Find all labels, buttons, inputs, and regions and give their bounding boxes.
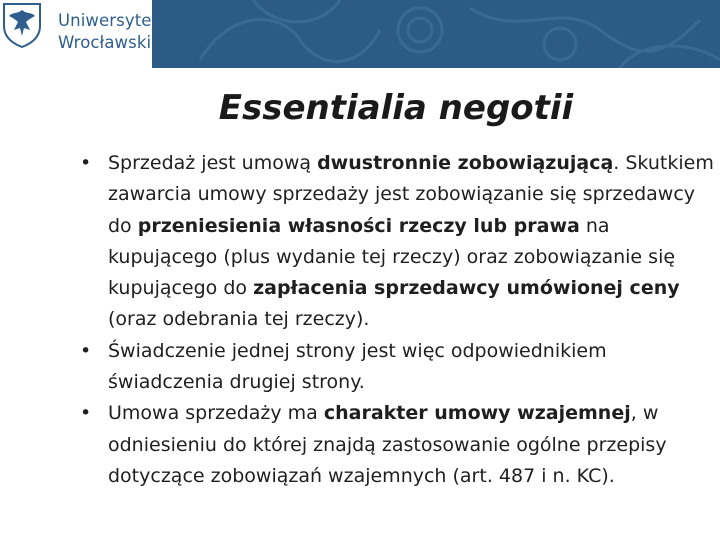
bold-text-run: dwustronnie zobowiązującą: [317, 152, 614, 174]
bullet-dot-icon: •: [80, 152, 92, 174]
university-logo[interactable]: [0, 0, 159, 68]
text-run: Umowa sprzedaży ma: [108, 402, 324, 425]
bold-text-run: przeniesienia własności rzeczy lub prawa: [137, 214, 580, 237]
slide-title: Essentialia negotii: [218, 88, 574, 128]
bullet-item: [80, 336, 720, 399]
bullet-list: [80, 148, 720, 492]
bullet-dot-icon: •: [80, 339, 92, 362]
bold-text-run: zapłacenia sprzedawcy umówionej ceny: [253, 277, 680, 300]
text-run: . Skutkiem zawarcia umowy sprzedaży jest zobowiązanie się sprzedawcy do: [108, 152, 714, 237]
bullet-item: [80, 148, 720, 336]
bullet-item: [80, 398, 720, 492]
eagle-crest-icon: [0, 0, 44, 48]
text-run: Świadczenie jednej strony jest więc odpowiednikiem świadczenia drugiej strony.: [108, 339, 607, 394]
text-run: (oraz odebrania tej rzeczy).: [108, 308, 370, 331]
logo-line-2: Wrocławski: [58, 33, 152, 52]
university-name: [58, 10, 158, 54]
text-run: , w odniesieniu do której znajdą zastosowanie ogólne przepisy dotyczące zobowiązań wzajemnych (art. 487 i n. KC).: [108, 402, 667, 487]
text-run: Sprzedaż jest umową: [108, 152, 318, 174]
bold-text-run: charakter umowy wzajemnej: [323, 402, 631, 425]
text-run: na kupującego (plus wydanie tej rzeczy) oraz zobowiązanie się kupującego do: [108, 214, 676, 300]
header-band: [0, 0, 720, 68]
logo-line-1: Uniwersytet: [58, 11, 159, 30]
bullet-dot-icon: •: [80, 402, 92, 425]
